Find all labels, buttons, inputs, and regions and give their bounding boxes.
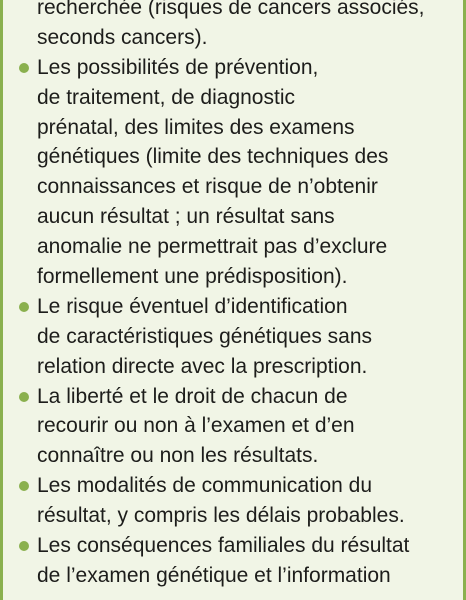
list-item [17, 471, 463, 501]
list-item-text: résultat, y compris les délais probables. [37, 504, 405, 528]
bullet-dot-icon [19, 63, 29, 73]
list-item-text: de caractéristiques génétiques sans [37, 324, 373, 348]
list-item-text: relation directe avec la prescription. [37, 354, 368, 378]
list-item [17, 531, 463, 561]
list-item-text: génétiques (limite des techniques des [37, 145, 389, 169]
list-item-text: de l’examen génétique et l’information [37, 563, 391, 587]
list-item-text: de traitement, de diagnostic [37, 85, 295, 109]
list-item-text: Les conséquences familiales du résultat [37, 534, 410, 558]
list-item-text: aucun résultat ; un résultat sans [37, 205, 335, 229]
information-list [17, 0, 463, 591]
list-item-text: connaissances et risque de n’obtenir [37, 175, 378, 199]
list-item-text: Les possibilités de prévention, [37, 55, 319, 79]
list-item-text: Le risque éventuel d’identification [37, 294, 348, 318]
continuation-line: seconds cancers). [37, 25, 208, 49]
bullet-dot-icon [19, 481, 29, 491]
list-item-text: anomalie ne permettrait pas d’exclure [37, 235, 388, 259]
list-item-text: prénatal, des limites des examens [37, 115, 355, 139]
bullet-dot-icon [19, 392, 29, 402]
list-item-text: La liberté et le droit de chacun de [37, 384, 348, 408]
list-item-text: formellement une prédisposition). [37, 265, 348, 289]
list-item [17, 382, 463, 412]
continuation-line: recherchée (risques de cancers associés, [37, 0, 425, 19]
list-item-text: Les modalités de communication du [37, 474, 373, 498]
bullet-dot-icon [19, 302, 29, 312]
list-item-text: connaître ou non les résultats. [37, 444, 319, 468]
list-item-text: recourir ou non à l’examen et d’en [37, 414, 355, 438]
list-item [17, 292, 463, 322]
list-item [17, 53, 463, 83]
bullet-dot-icon [19, 541, 29, 551]
